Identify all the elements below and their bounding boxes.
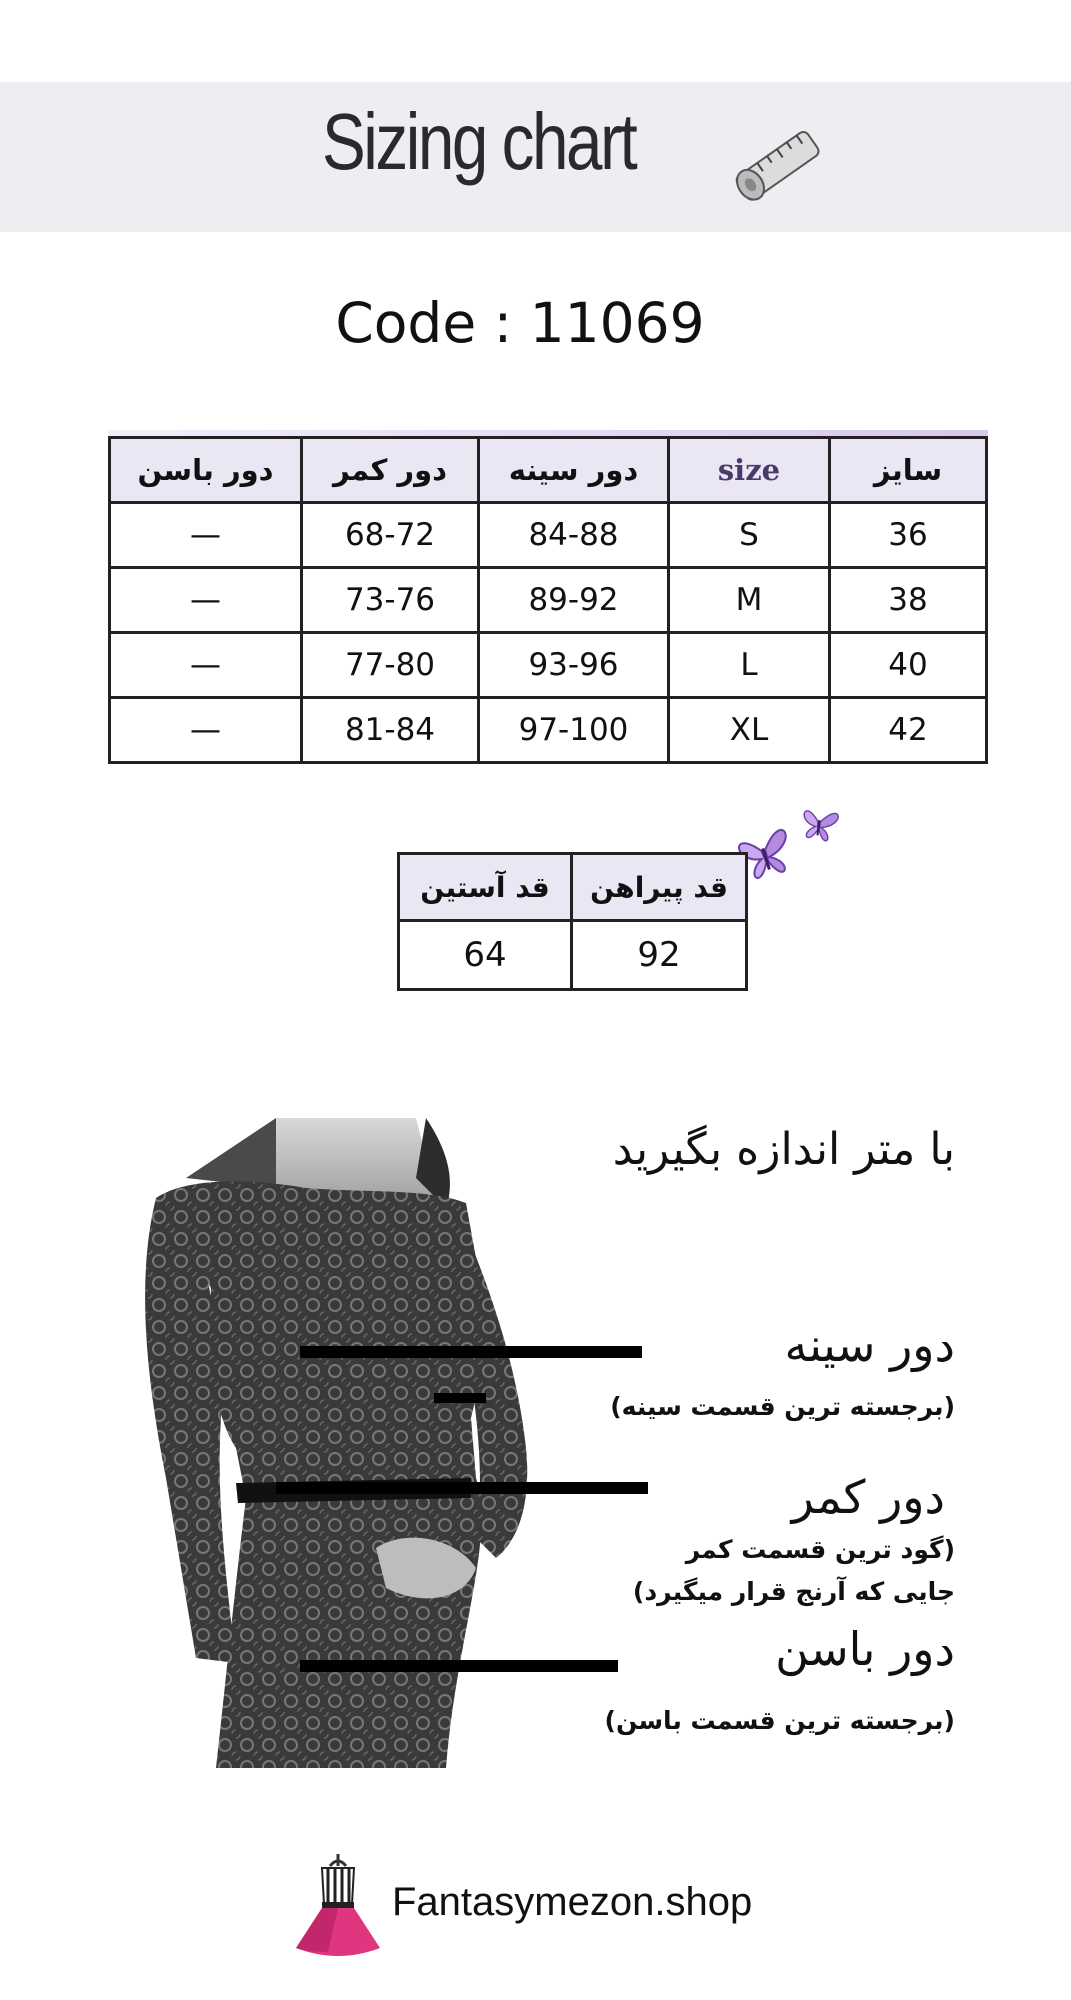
table-cell: 84-88 — [479, 503, 669, 568]
shop-website: Fantasymezon.shop — [392, 1880, 753, 1924]
bust-measure-line — [300, 1346, 642, 1358]
table-cell: 92 — [572, 921, 747, 990]
table-cell: M — [669, 568, 830, 633]
waist-note-line-2: جایی که آرنج قرار میگیرد) — [632, 1577, 955, 1606]
length-table — [397, 852, 748, 991]
table-cell: 36 — [830, 503, 987, 568]
hip-measure-line — [300, 1660, 618, 1672]
table-cell: — — [110, 503, 302, 568]
table-cell: 81-84 — [302, 698, 479, 763]
header-cell-sleeve-length: قد آستین — [399, 854, 572, 921]
bust-note: (برجسته ترین قسمت سینه) — [610, 1392, 955, 1421]
bust-measure-line-short — [434, 1393, 486, 1403]
table-cell: — — [110, 568, 302, 633]
dress-logo-icon — [288, 1852, 388, 1962]
table-cell: — — [110, 698, 302, 763]
waist-label: دور کمر — [791, 1470, 945, 1524]
table-cell: 93-96 — [479, 633, 669, 698]
header-cell-waist: دور کمر — [302, 438, 479, 503]
header-cell-size-en: size — [669, 438, 830, 503]
header-cell-dress-length: قد پیراهن — [572, 854, 747, 921]
measure-guide-title: با متر اندازه بگیرید — [612, 1124, 955, 1175]
header-cell-size-fa: سایز — [830, 438, 987, 503]
table-cell: 68-72 — [302, 503, 479, 568]
waist-note-line-1: (گود ترین قسمت کمر — [685, 1535, 955, 1564]
table-cell: 89-92 — [479, 568, 669, 633]
table-row — [110, 698, 987, 763]
bust-label: دور سینه — [784, 1318, 955, 1372]
table-cell: 42 — [830, 698, 987, 763]
header-cell-bust: دور سینه — [479, 438, 669, 503]
table-cell: 77-80 — [302, 633, 479, 698]
size-table — [108, 436, 988, 764]
waist-measure-line — [276, 1482, 648, 1494]
measuring-tape-icon — [730, 120, 825, 210]
page-title: Sizing chart — [322, 97, 636, 186]
hip-note: (برجسته ترین قسمت باسن) — [604, 1706, 955, 1735]
table-row — [110, 568, 987, 633]
table-cell: 73-76 — [302, 568, 479, 633]
table-cell: — — [110, 633, 302, 698]
table-cell: 38 — [830, 568, 987, 633]
table-row — [399, 921, 747, 990]
product-code: Code : 11069 — [335, 291, 705, 355]
table-cell: 97-100 — [479, 698, 669, 763]
hip-label: دور باسن — [775, 1622, 955, 1676]
table-cell: S — [669, 503, 830, 568]
size-table-header-row — [110, 438, 987, 503]
table-cell: 64 — [399, 921, 572, 990]
table-row — [110, 503, 987, 568]
table-cell: 40 — [830, 633, 987, 698]
length-table-header-row — [399, 854, 747, 921]
table-row — [110, 633, 987, 698]
table-cell: L — [669, 633, 830, 698]
header-cell-hip: دور باسن — [110, 438, 302, 503]
table-cell: XL — [669, 698, 830, 763]
